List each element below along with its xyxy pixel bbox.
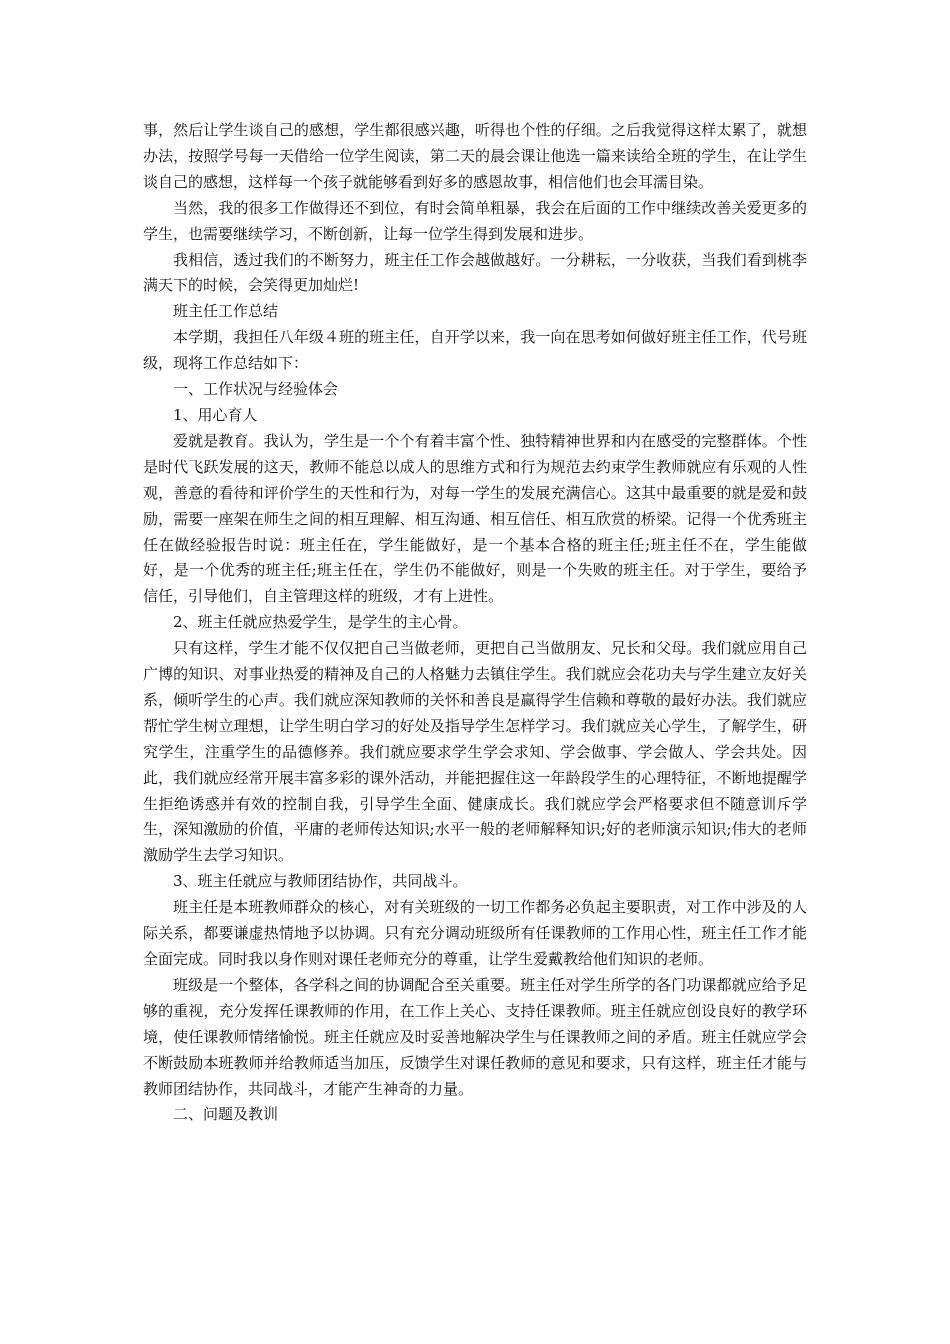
- body-paragraph: 只有这样，学生才能不仅仅把自己当做老师，更把自己当做朋友、兄长和父母。我们就应用自己广博的知识、对事业热爱的精神及自己的人格魅力去镇住学生。我们就应会花功夫与学生建立友好关系，倾听学生的心声。我们就应深知教师的关怀和善良是赢得学生信赖和尊敬的最好办法。我们就应帮忙学生树立理想，让学生明白学习的好处及指导学生怎样学习。我们就应关心学生，了解学生，研究学生，注重学生的品德修养。我们就应要求学生学会求知、学会做事、学会做人、学会共处。因此，我们就应经常开展丰富多彩的课外活动，并能把握住这一年龄段学生的心理特征，不断地提醒学生拒绝诱惑并有效的控制自我，引导学生全面、健康成长。我们就应学会严格要求但不随意训斥学生，深知激励的价值，平庸的老师传达知识;水平一般的老师解释知识;好的老师演示知识;伟大的老师激励学生去学习知识。: [143, 639, 807, 865]
- subsection-heading: 2、班主任就应热爱学生，是学生的主心骨。: [173, 613, 468, 632]
- body-paragraph: 当然，我的很多工作做得还不到位，有时会简单粗暴，我会在后面的工作中继续改善关爱更多的学生，也需要继续学习，不断创新，让每一位学生得到发展和进步。: [143, 198, 807, 243]
- section-title: 班主任工作总结: [173, 302, 279, 321]
- body-paragraph: 班级是一个整体，各学科之间的协调配合至关重要。班主任对学生所学的各门功课都就应给予足够的重视，充分发挥任课教师的作用，在工作上关心、支持任课教师。班主任就应创设良好的教学环境，使任课教师情绪愉悦。班主任就应及时妥善地解决学生与任课教师之间的矛盾。班主任就应学会不断鼓励本班教师并给教师适当加压，反馈学生对课任教师的意见和要求，只有这样，班主任才能与教师团结协作，共同战斗，才能产生神奇的力量。: [143, 975, 807, 1098]
- section-heading: 二、问题及教训: [173, 1105, 279, 1124]
- body-paragraph: 事，然后让学生谈自己的感想，学生都很感兴趣，听得也个性的仔细。之后我觉得这样太累了，就想办法，按照学号每一天借给一位学生阅读，第二天的晨会课让他选一篇来读给全班的学生，在让学生谈自己的感想，这样每一个孩子就能够看到好多的感恩故事，相信他们也会耳濡目染。: [143, 121, 807, 191]
- document-body: [143, 118, 807, 1128]
- subsection-heading: 3、班主任就应与教师团结协作，共同战斗。: [173, 872, 468, 891]
- body-paragraph: 爱就是教育。我认为，学生是一个个有着丰富个性、独特精神世界和内在感受的完整群体。个性是时代飞跃发展的这天，教师不能总以成人的思维方式和行为规范去约束学生教师就应有乐观的人性观，善意的看待和评价学生的天性和行为，对每一学生的发展充满信心。这其中最重要的就是爱和鼓励，需要一座架在师生之间的相互理解、相互沟通、相互信任、相互欣赏的桥梁。记得一个优秀班主任在做经验报告时说：班主任在，学生能做好，是一个基本合格的班主任;班主任不在，学生能做好，是一个优秀的班主任;班主任在，学生仍不能做好，则是一个失败的班主任。对于学生，要给予信任，引导他们，自主管理这样的班级，才有上进性。: [143, 431, 807, 606]
- subsection-heading: 1、用心育人: [173, 405, 258, 424]
- body-paragraph: 班主任是本班教师群众的核心，对有关班级的一切工作都务必负起主要职责，对工作中涉及的人际关系，都要谦虚热情地予以协调。只有充分调动班级所有任课教师的工作用心性，班主任工作才能全面完成。同时我以身作则对课任老师充分的尊重，让学生爱戴教给他们知识的老师。: [143, 898, 807, 968]
- body-paragraph: 我相信，透过我们的不断努力，班主任工作会越做越好。一分耕耘，一分收获，当我们看到桃李满天下的时候，会笑得更加灿烂!: [143, 250, 807, 295]
- body-paragraph: 本学期，我担任八年级４班的班主任，自开学以来，我一向在思考如何做好班主任工作，代号班级，现将工作总结如下：: [143, 328, 807, 373]
- section-heading: 一、工作状况与经验体会: [173, 380, 339, 399]
